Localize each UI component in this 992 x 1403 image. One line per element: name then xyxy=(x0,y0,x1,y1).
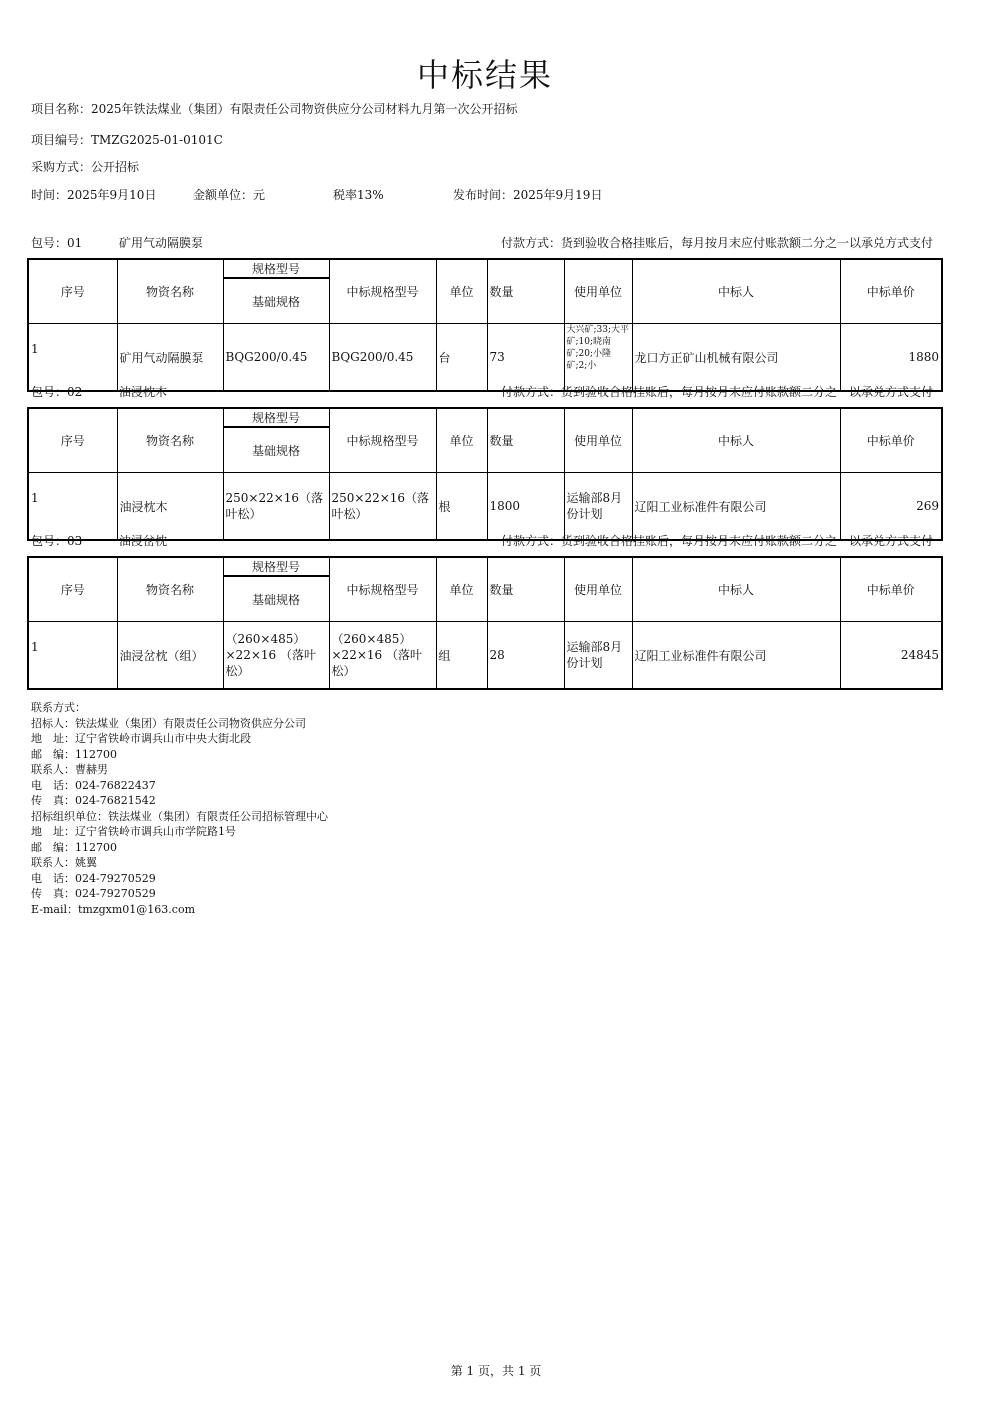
header-price: 中标单价 xyxy=(840,259,942,324)
cell-seq: 1 xyxy=(28,324,117,392)
package-number: 包号：02 xyxy=(31,385,83,399)
cell-name: 油浸枕木 xyxy=(117,473,223,541)
header-name: 物资名称 xyxy=(117,557,223,622)
contact-line: 联系人：曹赫男 xyxy=(31,763,108,776)
header-user: 使用单位 xyxy=(564,408,632,473)
project-name: 项目名称：2025年铁法煤业（集团）有限责任公司物资供应分公司材料九月第一次公开招标 xyxy=(31,102,518,116)
header-seq: 序号 xyxy=(28,259,117,324)
contact-line: 电 话：024-79270529 xyxy=(31,871,156,885)
header-base-spec: 基础规格 xyxy=(223,278,329,324)
cell-winner: 辽阳工业标准件有限公司 xyxy=(632,622,840,690)
header-winner: 中标人 xyxy=(632,408,840,473)
cell-name: 矿用气动隔膜泵 xyxy=(117,324,223,392)
header-bid-spec: 中标规格型号 xyxy=(329,557,436,622)
package-header xyxy=(31,532,933,548)
header-user: 使用单位 xyxy=(564,557,632,622)
header-spec-group: 规格型号 xyxy=(223,259,329,278)
header-winner: 中标人 xyxy=(632,557,840,622)
header-seq: 序号 xyxy=(28,408,117,473)
cell-qty: 1800 xyxy=(487,473,564,541)
payment-method: 付款方式：货到验收合格挂账后，每月按月末应付账款额二分之一以承兑方式支付 xyxy=(500,236,933,250)
header-qty: 数量 xyxy=(487,408,564,473)
cell-seq: 1 xyxy=(28,622,117,690)
package-name: 油浸岔枕 xyxy=(119,534,168,548)
header-seq: 序号 xyxy=(28,557,117,622)
contact-line: 联系人：姚翼 xyxy=(31,856,97,869)
table-row xyxy=(28,473,942,541)
bid-table xyxy=(27,556,943,690)
currency-unit: 金额单位：元 xyxy=(193,188,266,202)
project-number: 项目编号：TMZG2025-01-0101C xyxy=(31,133,223,147)
contact-line: 传 真：024-79270529 xyxy=(31,887,156,900)
cell-winner: 辽阳工业标准件有限公司 xyxy=(632,473,840,541)
cell-bid-spec: BQG200/0.45 xyxy=(329,324,436,392)
contact-info xyxy=(31,700,328,917)
cell-price: 1880 xyxy=(840,324,942,392)
cell-bid-spec: （260×485）×22×16 （落叶松） xyxy=(329,622,436,690)
cell-unit: 台 xyxy=(436,324,487,392)
header-unit: 单位 xyxy=(436,408,487,473)
payment-method: 付款方式：货到验收合格挂账后，每月按月末应付账款额二分之一以承兑方式支付 xyxy=(500,534,933,548)
cell-user: 运输部8月份计划 xyxy=(564,473,632,541)
contact-line: 电 话：024-76822437 xyxy=(31,778,156,792)
header-base-spec: 基础规格 xyxy=(223,576,329,622)
table-row xyxy=(28,622,942,690)
header-price: 中标单价 xyxy=(840,557,942,622)
date: 时间：2025年9月10日 xyxy=(31,188,157,202)
package-number: 包号：01 xyxy=(31,236,83,250)
cell-unit: 组 xyxy=(436,622,487,690)
header-name: 物资名称 xyxy=(117,408,223,473)
contact-line: 邮 编：112700 xyxy=(31,747,117,761)
cell-qty: 73 xyxy=(487,324,564,392)
header-name: 物资名称 xyxy=(117,259,223,324)
contact-line: 地 址：辽宁省铁岭市调兵山市中央大街北段 xyxy=(31,732,251,745)
header-price: 中标单价 xyxy=(840,408,942,473)
header-user: 使用单位 xyxy=(564,259,632,324)
cell-winner: 龙口方正矿山机械有限公司 xyxy=(632,324,840,392)
contact-line: 邮 编：112700 xyxy=(31,840,117,854)
payment-method: 付款方式：货到验收合格挂账后，每月按月末应付账款额二分之一以承兑方式支付 xyxy=(500,385,933,399)
publish-time: 发布时间：2025年9月19日 xyxy=(453,188,603,202)
cell-base-spec: （260×485）×22×16 （落叶松） xyxy=(223,622,329,690)
cell-qty: 28 xyxy=(487,622,564,690)
header-base-spec: 基础规格 xyxy=(223,427,329,473)
cell-price: 269 xyxy=(840,473,942,541)
cell-bid-spec: 250×22×16（落叶松） xyxy=(329,473,436,541)
header-qty: 数量 xyxy=(487,259,564,324)
header-winner: 中标人 xyxy=(632,259,840,324)
bid-table xyxy=(27,407,943,541)
cell-price: 24845 xyxy=(840,622,942,690)
cell-name: 油浸岔枕（组） xyxy=(117,622,223,690)
contact-line: 地 址：辽宁省铁岭市调兵山市学院路1号 xyxy=(31,825,236,838)
cell-seq: 1 xyxy=(28,473,117,541)
contact-line: 招标人：铁法煤业（集团）有限责任公司物资供应分公司 xyxy=(31,716,306,730)
header-qty: 数量 xyxy=(487,557,564,622)
package-header xyxy=(31,383,933,399)
header-bid-spec: 中标规格型号 xyxy=(329,408,436,473)
header-unit: 单位 xyxy=(436,557,487,622)
header-bid-spec: 中标规格型号 xyxy=(329,259,436,324)
package-name: 矿用气动隔膜泵 xyxy=(119,236,204,250)
cell-user: 运输部8月份计划 xyxy=(564,622,632,690)
header-spec-group: 规格型号 xyxy=(223,408,329,427)
package-number: 包号：03 xyxy=(31,534,83,548)
package-name: 油浸枕木 xyxy=(119,385,168,399)
contact-line: 联系方式： xyxy=(31,701,86,714)
tax-rate: 税率13% xyxy=(333,188,384,202)
bid-table xyxy=(27,258,943,392)
page-title: 中标结果 xyxy=(416,56,553,94)
cell-base-spec: 250×22×16（落叶松） xyxy=(223,473,329,541)
contact-line: 招标组织单位：铁法煤业（集团）有限责任公司招标管理中心 xyxy=(31,809,328,823)
cell-user: 大兴矿;33;大平矿;10;晓南矿;20;小隆矿;2;小 xyxy=(564,324,632,392)
package-header xyxy=(31,234,933,250)
header-unit: 单位 xyxy=(436,259,487,324)
page-footer: 第 1 页，共 1 页 xyxy=(450,1364,542,1378)
table-row xyxy=(28,324,942,392)
cell-base-spec: BQG200/0.45 xyxy=(223,324,329,392)
procurement-method: 采购方式：公开招标 xyxy=(31,160,140,174)
cell-unit: 根 xyxy=(436,473,487,541)
contact-line: 传 真：024-76821542 xyxy=(31,794,156,807)
header-spec-group: 规格型号 xyxy=(223,557,329,576)
contact-line: E-mail：tmzgxm01@163.com xyxy=(31,902,196,916)
